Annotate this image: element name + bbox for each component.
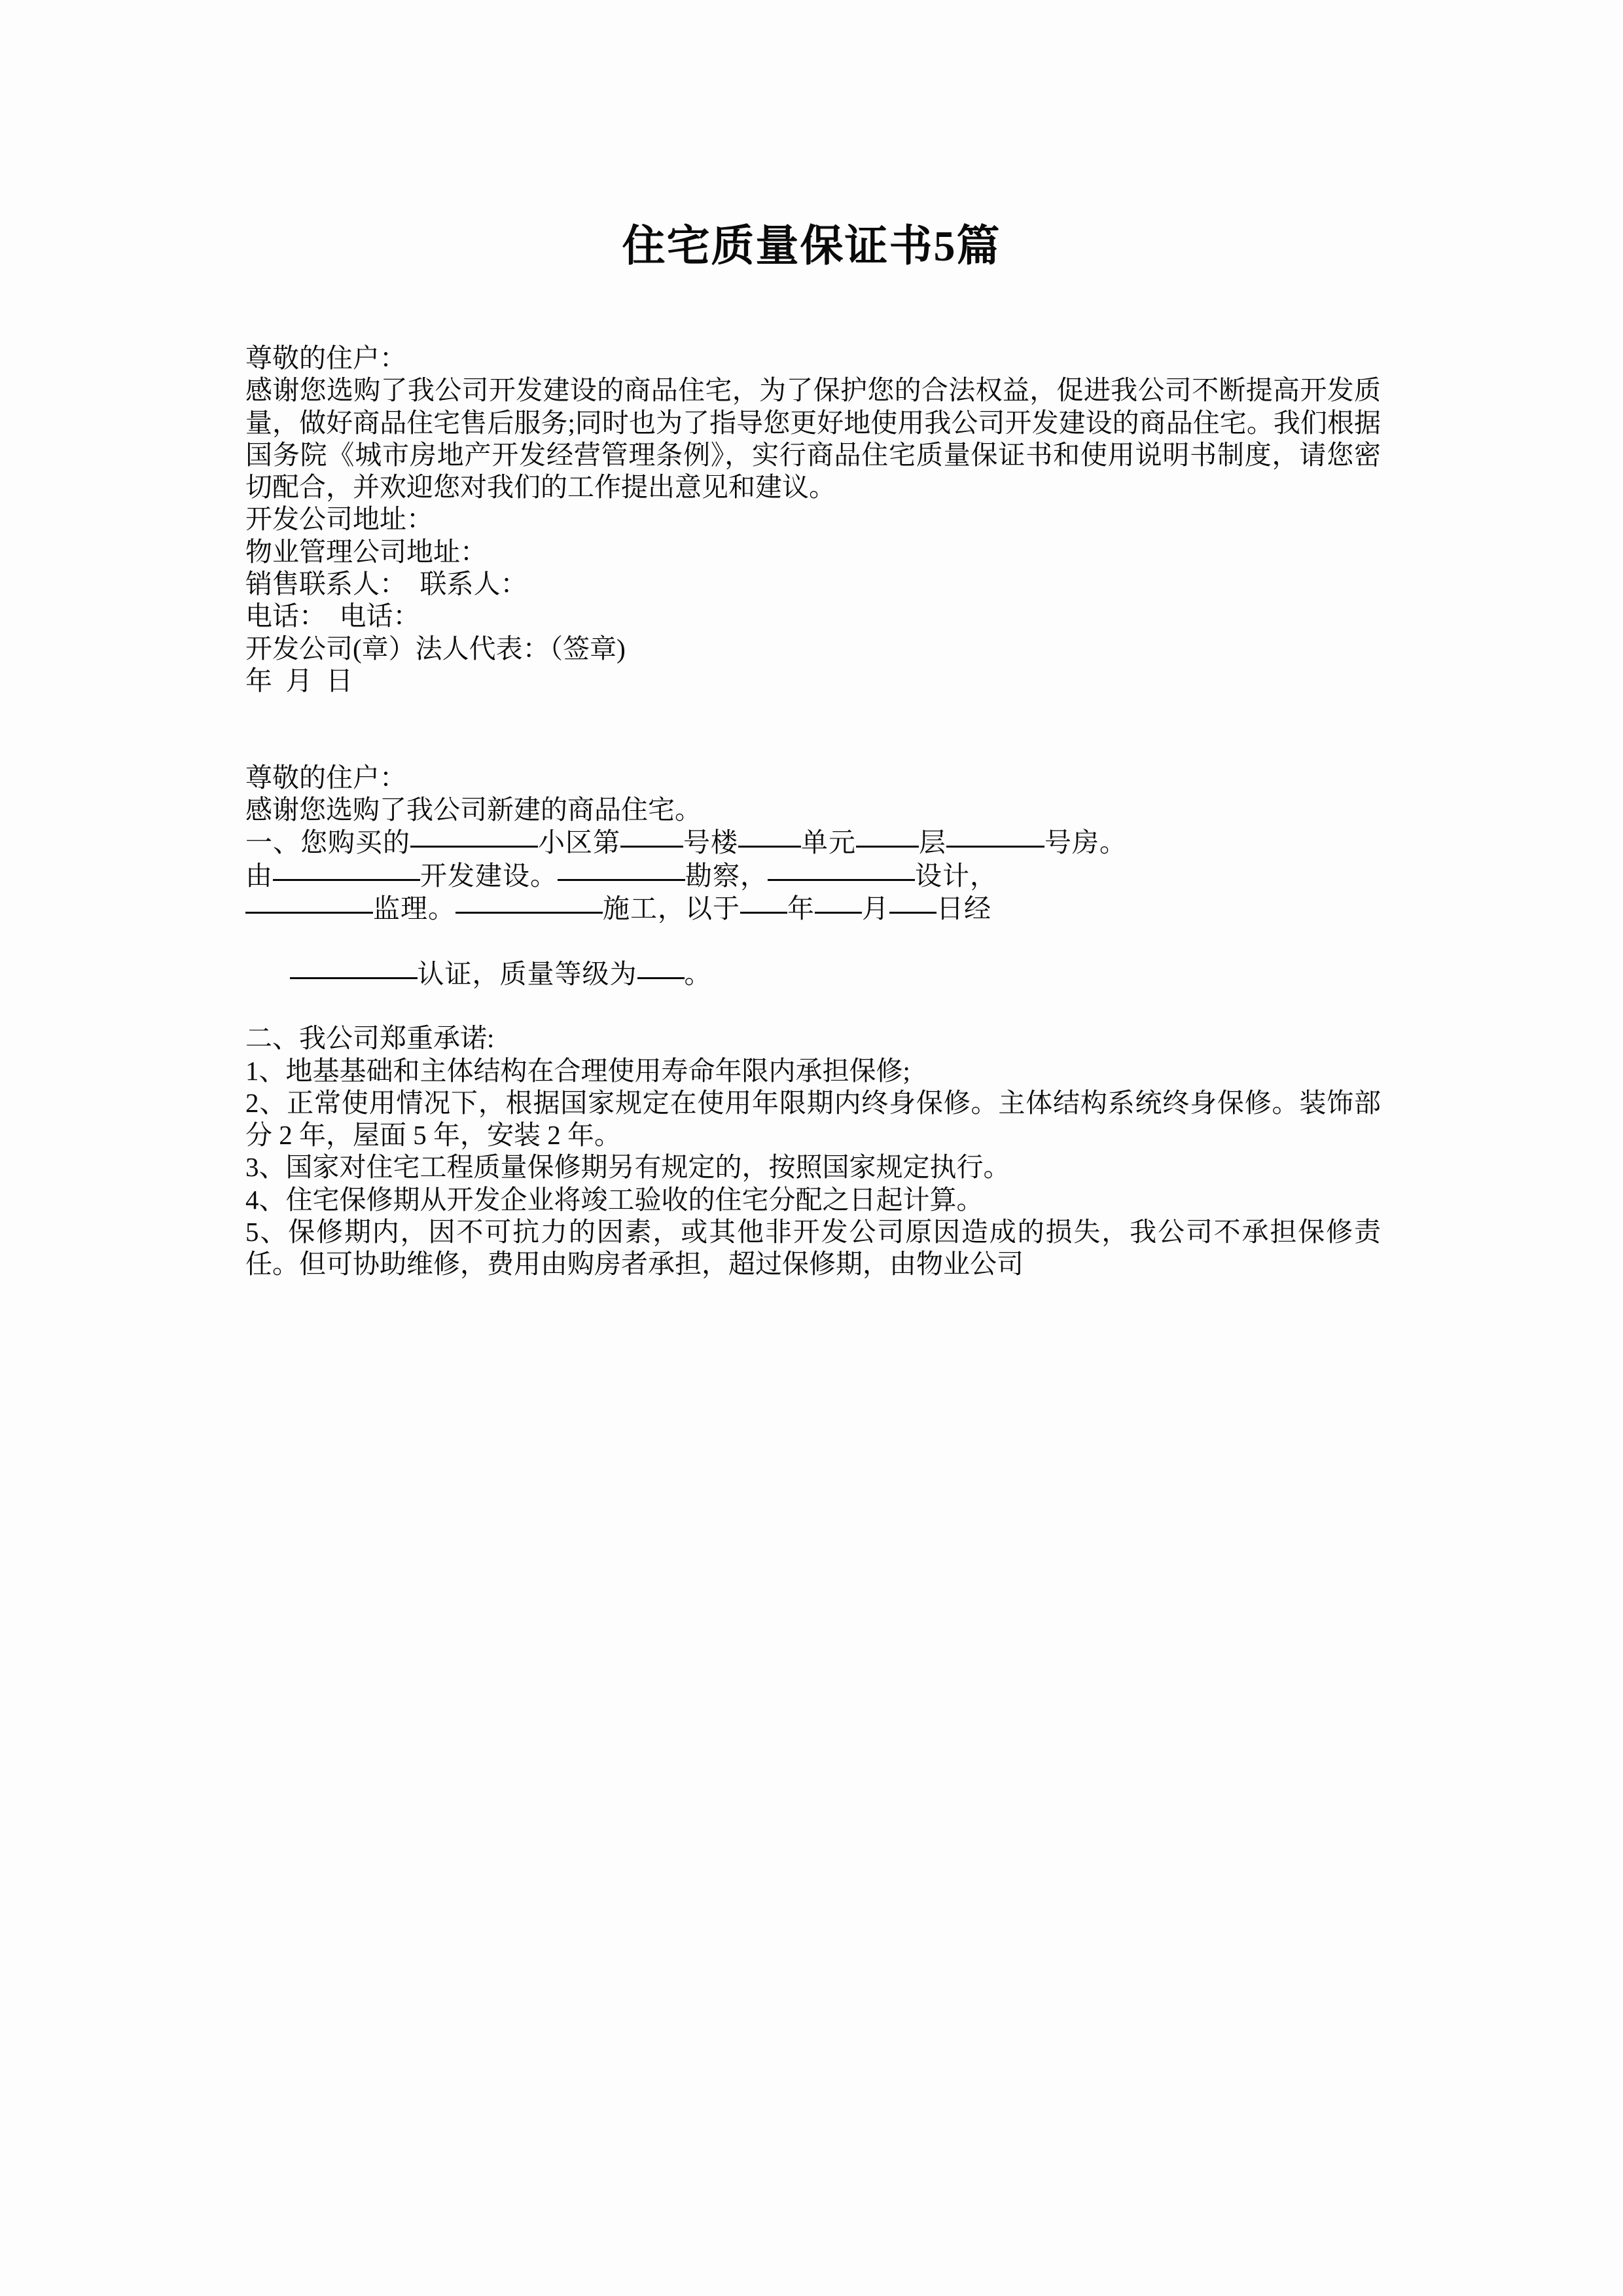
blank-certification-body[interactable]: [290, 954, 418, 979]
clause-one-line2-a: 开发建设。: [420, 860, 558, 891]
date-label: 年 月 日: [245, 665, 353, 696]
blank-supervision-unit[interactable]: [245, 888, 373, 914]
blank-day[interactable]: [889, 888, 936, 914]
clause-one-line-2: [245, 859, 1381, 892]
clause-one-line2-b: 勘察，: [685, 860, 768, 891]
letter-one-body-paragraph: 感谢您选购了我公司开发建设的商品住宅，为了保护您的合法权益，促进我公司不断提高开发质量，做好商品住宅售后服务;同时也为了指导您更好地使用我公司开发建设的商品住宅。我们根据国务院《城市房地产开发经营管理条例》，实行商品住宅质量保证书和使用说明书制度，请您密切配合，并欢迎您对我们的工作提出意见和建议。: [245, 375, 1381, 503]
clause-one-line3-a: 监理。: [373, 893, 455, 924]
clause-two-heading: 二、我公司郑重承诺:: [245, 1023, 495, 1054]
clause-one-line-4: [245, 925, 1381, 1022]
clause-one-seg-unit: 单元: [801, 827, 856, 858]
promise-item-3: 3、国家对住宅工程质量保修期另有规定的，按照国家规定执行。: [245, 1152, 1010, 1183]
sales-contact-label: 销售联系人： 联系人：: [245, 569, 527, 600]
clause-one-prefix: 一、您购买的: [245, 827, 410, 858]
page-title: 住宅质量保证书5篇: [622, 223, 1001, 271]
promise-item-4: 4、住宅保修期从开发企业将竣工验收的住宅分配之日起计算。: [245, 1184, 984, 1215]
clause-one-line2-c: 设计，: [915, 860, 997, 891]
clause-one-seg-room: 号房。: [1044, 827, 1127, 858]
blank-construction-unit[interactable]: [455, 888, 603, 914]
developer-address-label: 开发公司地址：: [245, 504, 433, 535]
clause-one-seg-building: 号楼: [683, 827, 738, 858]
promise-item-2: 2、正常使用情况下，根据国家规定在使用年限期内终身保修。主体结构系统终身保修。装饰部分 2 年，屋面 5 年，安装 2 年。: [245, 1087, 1381, 1151]
letter-one-salutation: 尊敬的住户：: [245, 343, 406, 373]
document-body: [245, 342, 1381, 1281]
clause-one-line2-prefix: 由: [245, 860, 273, 891]
promise-item-5: 5、保修期内，因不可抗力的因素，或其他非开发公司原因造成的损失，我公司不承担保修责任。但可协助维修，费用由购房者承担，超过保修期，由物业公司: [245, 1217, 1381, 1280]
phone-label: 电话： 电话：: [245, 601, 420, 632]
blank-unit-number[interactable]: [738, 822, 801, 848]
blank-quality-grade[interactable]: [637, 954, 685, 979]
blank-building-number[interactable]: [620, 822, 683, 848]
section-spacer: [245, 697, 1381, 762]
clause-one-seg-community: 小区第: [538, 827, 620, 858]
signature-label: 开发公司(章）法人代表：（签章): [245, 633, 626, 664]
promise-item-1: 1、地基基础和主体结构在合理使用寿命年限内承担保修;: [245, 1055, 910, 1086]
clause-one-line4-a: 认证，质量等级为: [417, 958, 637, 989]
property-management-address-label: 物业管理公司地址：: [245, 536, 487, 567]
letter-two-salutation: 尊敬的住户：: [245, 762, 406, 793]
blank-month[interactable]: [815, 888, 862, 914]
blank-floor-number[interactable]: [856, 822, 919, 848]
clause-one-line-3: [245, 892, 1381, 925]
clause-one-line3-b: 施工，以于: [603, 893, 740, 924]
clause-one-line-1: [245, 826, 1381, 859]
clause-one-seg-floor: 层: [919, 827, 946, 858]
blank-year[interactable]: [740, 888, 787, 914]
blank-room-number[interactable]: [946, 822, 1044, 848]
clause-one-line3-month: 月: [862, 893, 889, 924]
clause-one-line4-end: 。: [684, 958, 712, 989]
clause-one-line3-day: 日经: [936, 893, 991, 924]
letter-two-intro: 感谢您选购了我公司新建的商品住宅。: [245, 795, 702, 825]
clause-one-line3-year: 年: [787, 893, 815, 924]
blank-design-unit[interactable]: [768, 855, 915, 881]
blank-developer[interactable]: [273, 855, 420, 881]
blank-survey-unit[interactable]: [558, 855, 685, 881]
blank-community[interactable]: [410, 822, 538, 848]
